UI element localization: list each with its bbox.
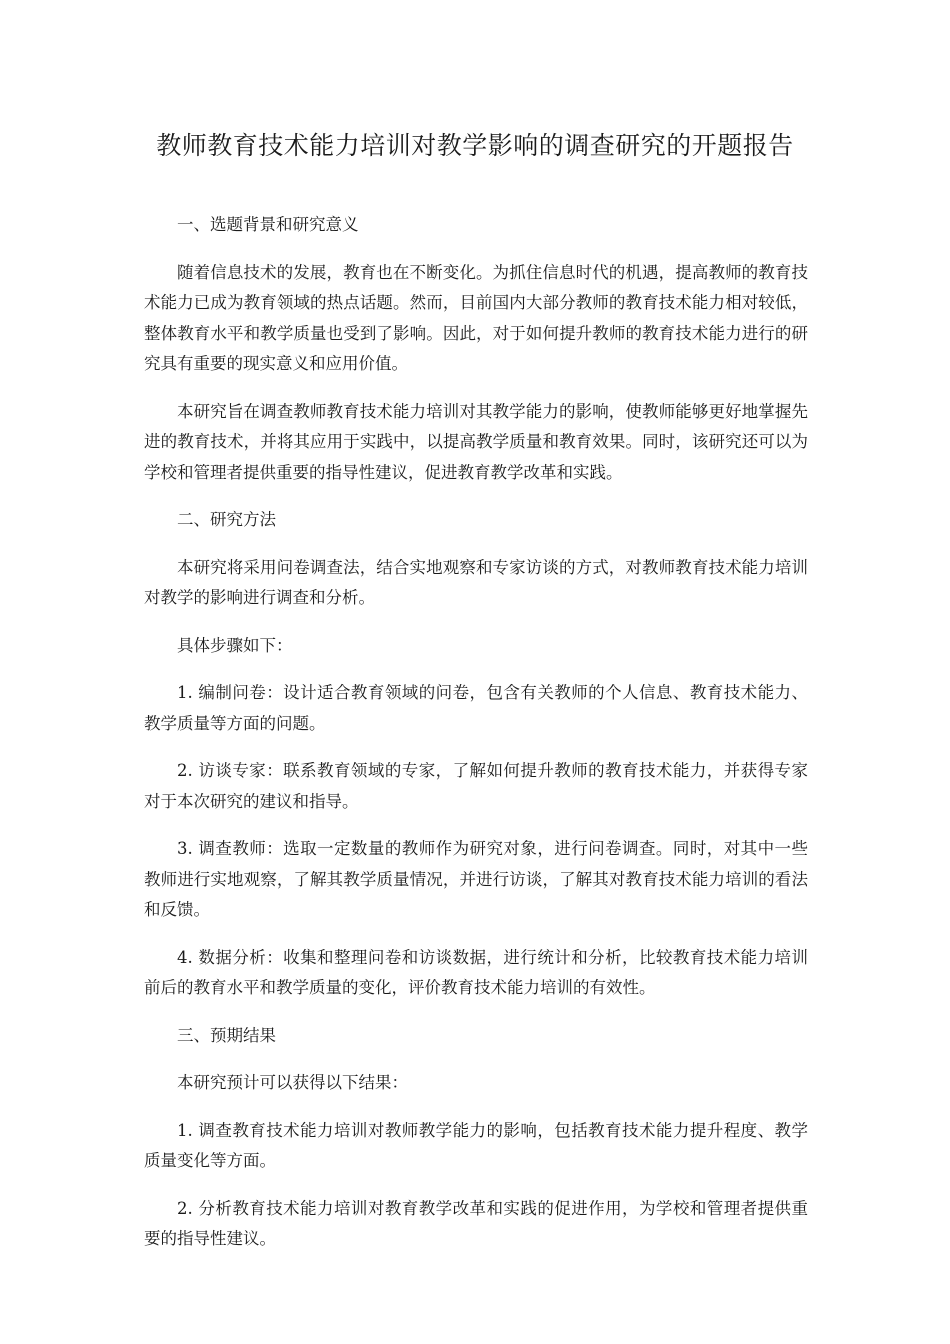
document-title: 教师教育技术能力培训对教学影响的调查研究的开题报告 [156,131,794,160]
paragraph: 具体步骤如下： [177,635,293,655]
list-item: 2. 分析教育技术能力培训对教育教学改革和实践的促进作用，为学校和管理者提供重要的指导性建议。 [144,1198,808,1248]
section-heading-expected-results: 三、预期结果 [177,1025,276,1045]
list-item: 2. 访谈专家：联系教育领域的专家，了解如何提升教师的教育技术能力，并获得专家对于本次研究的建议和指导。 [144,761,808,811]
list-item: 1. 调查教育技术能力培训对教师教学能力的影响，包括教育技术能力提升程度、教学质量变化等方面。 [144,1120,808,1170]
paragraph: 本研究预计可以获得以下结果： [177,1073,408,1092]
paragraph: 本研究旨在调查教师教育技术能力培训对其教学能力的影响，使教师能够更好地掌握先进的教育技术，并将其应用于实践中，以提高教学质量和教育效果。同时，该研究还可以为学校和管理者提供重要的指导性建议，促进教育教学改革和实践。 [144,401,808,482]
document-body [144,210,808,1272]
list-item: 4. 数据分析：收集和整理问卷和访谈数据，进行统计和分析，比较教育技术能力培训前后的教育水平和教学质量的变化，评价教育技术能力培训的有效性。 [144,947,808,997]
paragraph: 随着信息技术的发展，教育也在不断变化。为抓住信息时代的机遇，提高教师的教育技术能力已成为教育领域的热点话题。然而，目前国内大部分教师的教育技术能力相对较低，整体教育水平和教学质量也受到了影响。因此，对于如何提升教师的教育技术能力进行的研究具有重要的现实意义和应用价值。 [144,262,808,373]
list-item: 1. 编制问卷：设计适合教育领域的问卷，包含有关教师的个人信息、教育技术能力、教学质量等方面的问题。 [144,683,808,733]
section-heading-methods: 二、研究方法 [177,510,276,529]
paragraph: 本研究将采用问卷调查法，结合实地观察和专家访谈的方式，对教师教育技术能力培训对教学的影响进行调查和分析。 [144,557,808,607]
list-item: 3. 调查教师：选取一定数量的教师作为研究对象，进行问卷调查。同时，对其中一些教师进行实地观察，了解其教学质量情况，并进行访谈，了解其对教育技术能力培训的看法和反馈。 [144,839,808,919]
section-heading-background: 一、选题背景和研究意义 [177,215,359,234]
